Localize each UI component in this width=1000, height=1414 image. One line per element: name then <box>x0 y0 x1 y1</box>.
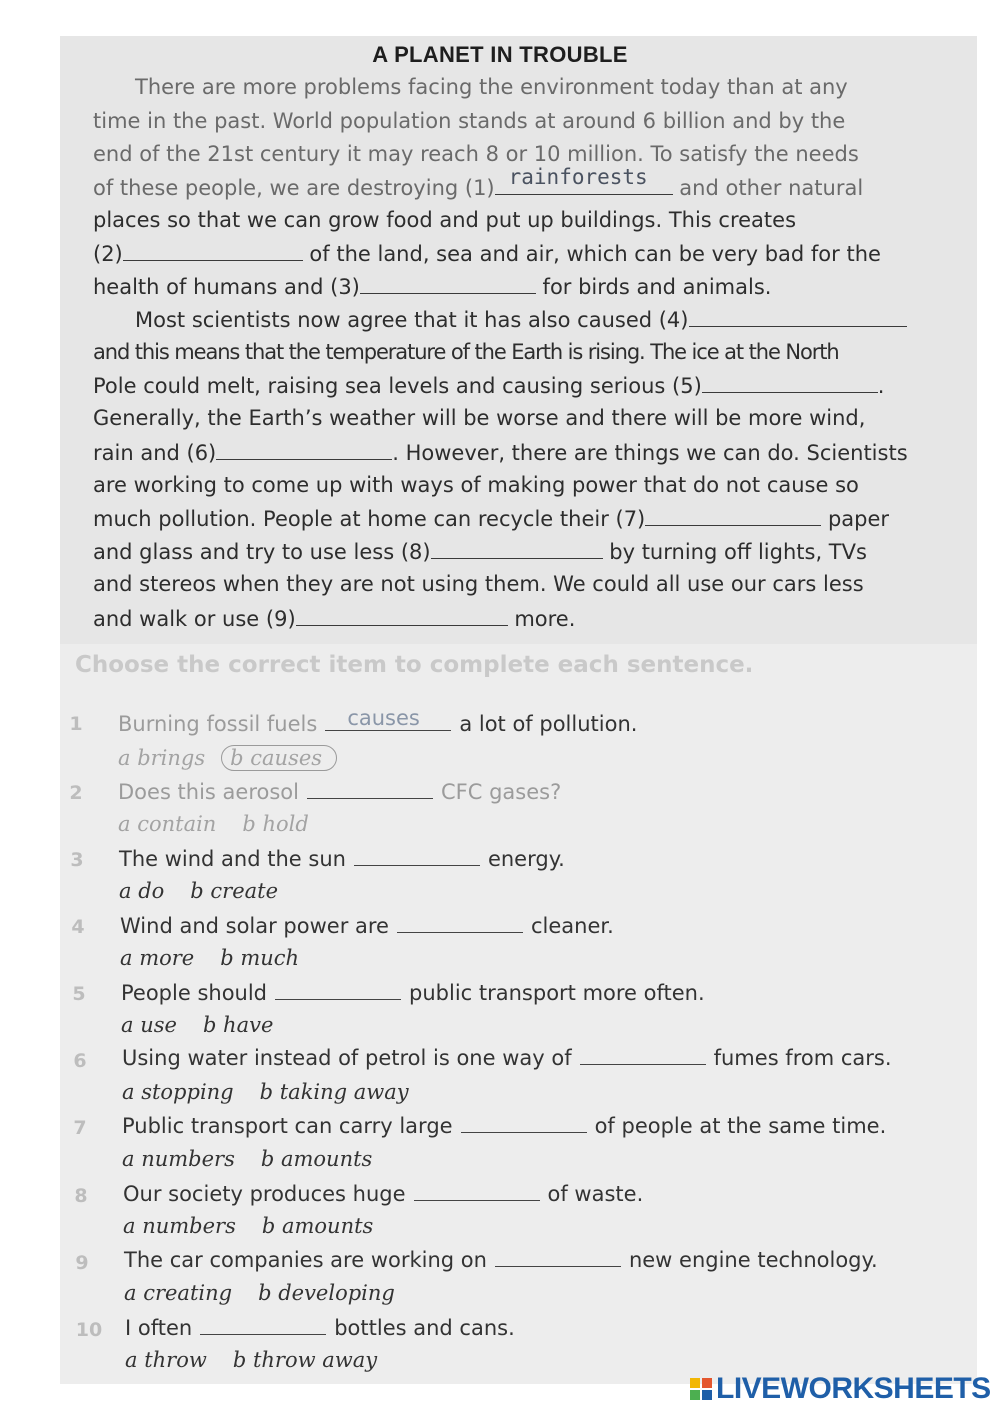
gap-2[interactable] <box>123 238 303 261</box>
question-10-options <box>125 1348 403 1372</box>
liveworksheets-logo <box>690 1372 991 1406</box>
question-4: Wind and solar power are cleaner. <box>120 914 614 938</box>
question-number: 1 <box>69 713 83 735</box>
passage-line: much pollution. People at home can recycle their (7) paper <box>93 503 929 534</box>
gap-9[interactable] <box>296 603 508 626</box>
question-9: The car companies are working on new engine technology. <box>124 1248 878 1272</box>
question-8-options <box>123 1214 399 1238</box>
option-a[interactable]: a do <box>119 879 165 903</box>
gap-1-answer: rainforests <box>508 165 648 189</box>
option-a[interactable]: a use <box>121 1013 177 1037</box>
gap-5[interactable] <box>702 370 878 393</box>
passage-line: time in the past. World population stands at around 6 billion and by the <box>93 109 846 133</box>
option-b[interactable]: b hold <box>242 812 309 836</box>
question-number: 10 <box>75 1319 103 1341</box>
passage-line: There are more problems facing the environment today than at any <box>135 75 848 99</box>
question-3-options <box>119 879 304 903</box>
question-1-answer: causes <box>347 706 420 730</box>
passage-line: and this means that the temperature of the Earth is rising. The ice at the North <box>93 340 839 364</box>
passage-line: and stereos when they are not using them. We could all use our cars less <box>93 572 864 596</box>
passage-line: and glass and try to use less (8) by turning off lights, TVs <box>93 536 929 567</box>
question-1-blank[interactable] <box>325 706 451 731</box>
passage-line: of these people, we are destroying (1) rainforests and other natural <box>93 172 929 203</box>
question-6-options <box>122 1080 435 1104</box>
question-number: 3 <box>70 849 84 871</box>
option-a[interactable]: a brings <box>118 746 206 770</box>
option-b[interactable]: b developing <box>258 1281 395 1305</box>
gap-3[interactable] <box>360 271 536 294</box>
passage-line: are working to come up with ways of making power that do not cause so <box>93 473 859 497</box>
gap-4[interactable] <box>689 304 907 327</box>
question-7-options <box>122 1147 398 1171</box>
passage-line: places so that we can grow food and put up buildings. This creates <box>93 208 797 232</box>
question-number: 7 <box>73 1117 87 1139</box>
option-b[interactable]: b throw away <box>232 1348 378 1372</box>
passage-line: (2) of the land, sea and air, which can be very bad for the <box>93 238 929 269</box>
question-number: 2 <box>69 782 83 804</box>
question-6-blank[interactable] <box>580 1044 706 1065</box>
option-a[interactable]: a throw <box>125 1348 207 1372</box>
logo-text: LIVEWORKSHEETS <box>716 1372 991 1405</box>
option-b[interactable]: b much <box>220 946 300 970</box>
question-8-blank[interactable] <box>414 1180 540 1201</box>
passage-line: and walk or use (9) more. <box>93 603 929 634</box>
option-a[interactable]: a numbers <box>123 1214 236 1238</box>
question-8: Our society produces huge of waste. <box>123 1182 644 1206</box>
option-a[interactable]: a more <box>120 946 195 970</box>
question-3: The wind and the sun energy. <box>119 847 565 871</box>
question-7: Public transport can carry large of people at the same time. <box>122 1114 887 1138</box>
question-number: 6 <box>73 1050 87 1072</box>
logo-grid-icon <box>690 1378 712 1400</box>
option-a[interactable]: a numbers <box>122 1147 235 1171</box>
question-2-options <box>118 812 335 836</box>
question-5-options <box>121 1013 299 1037</box>
question-6: Using water instead of petrol is one way of fumes from cars. <box>122 1046 892 1070</box>
question-10: I often bottles and cans. <box>125 1316 515 1340</box>
passage-line: health of humans and (3) for birds and animals. <box>93 271 929 302</box>
question-2: Does this aerosol CFC gases? <box>118 780 562 804</box>
option-b-selected[interactable]: b causes <box>221 745 337 771</box>
option-a[interactable]: a stopping <box>122 1080 234 1104</box>
option-b[interactable]: b taking away <box>259 1080 409 1104</box>
question-5-blank[interactable] <box>275 979 401 1000</box>
option-b[interactable]: b amounts <box>260 1147 373 1171</box>
question-9-blank[interactable] <box>495 1246 621 1267</box>
question-number: 9 <box>75 1252 89 1274</box>
question-1-options <box>118 745 363 771</box>
question-7-blank[interactable] <box>461 1112 587 1133</box>
question-number: 4 <box>71 916 85 938</box>
question-3-blank[interactable] <box>354 845 480 866</box>
question-4-blank[interactable] <box>397 912 523 933</box>
question-10-blank[interactable] <box>200 1314 326 1335</box>
question-9-options <box>124 1281 421 1305</box>
passage-line: end of the 21st century it may reach 8 or 10 million. To satisfy the needs <box>93 142 859 166</box>
option-b[interactable]: b create <box>190 879 279 903</box>
gap-7[interactable] <box>645 503 821 526</box>
passage-line: Most scientists now agree that it has also caused (4) <box>135 304 929 335</box>
passage-line: Generally, the Earth’s weather will be worse and there will be more wind, <box>93 406 866 430</box>
passage-line: rain and (6) . However, there are things we can do. Scientists <box>93 437 929 468</box>
exercise-heading: Choose the correct item to complete each sentence. <box>75 652 754 678</box>
question-5: People should public transport more often. <box>121 981 705 1005</box>
question-1: Burning fossil fuels causes a lot of pollution. <box>118 706 638 736</box>
question-4-options <box>120 946 325 970</box>
option-b[interactable]: b amounts <box>261 1214 374 1238</box>
passage-line: Pole could melt, raising sea levels and causing serious (5) . <box>93 370 929 401</box>
option-a[interactable]: a creating <box>124 1281 233 1305</box>
question-number: 8 <box>74 1185 88 1207</box>
gap-1[interactable] <box>495 165 673 195</box>
gap-6[interactable] <box>216 437 392 460</box>
question-2-blank[interactable] <box>307 778 433 799</box>
option-b[interactable]: b have <box>202 1013 274 1037</box>
question-number: 5 <box>72 983 86 1005</box>
gap-8[interactable] <box>431 536 603 559</box>
option-a[interactable]: a contain <box>118 812 217 836</box>
passage-title: A PLANET IN TROUBLE <box>372 42 628 67</box>
